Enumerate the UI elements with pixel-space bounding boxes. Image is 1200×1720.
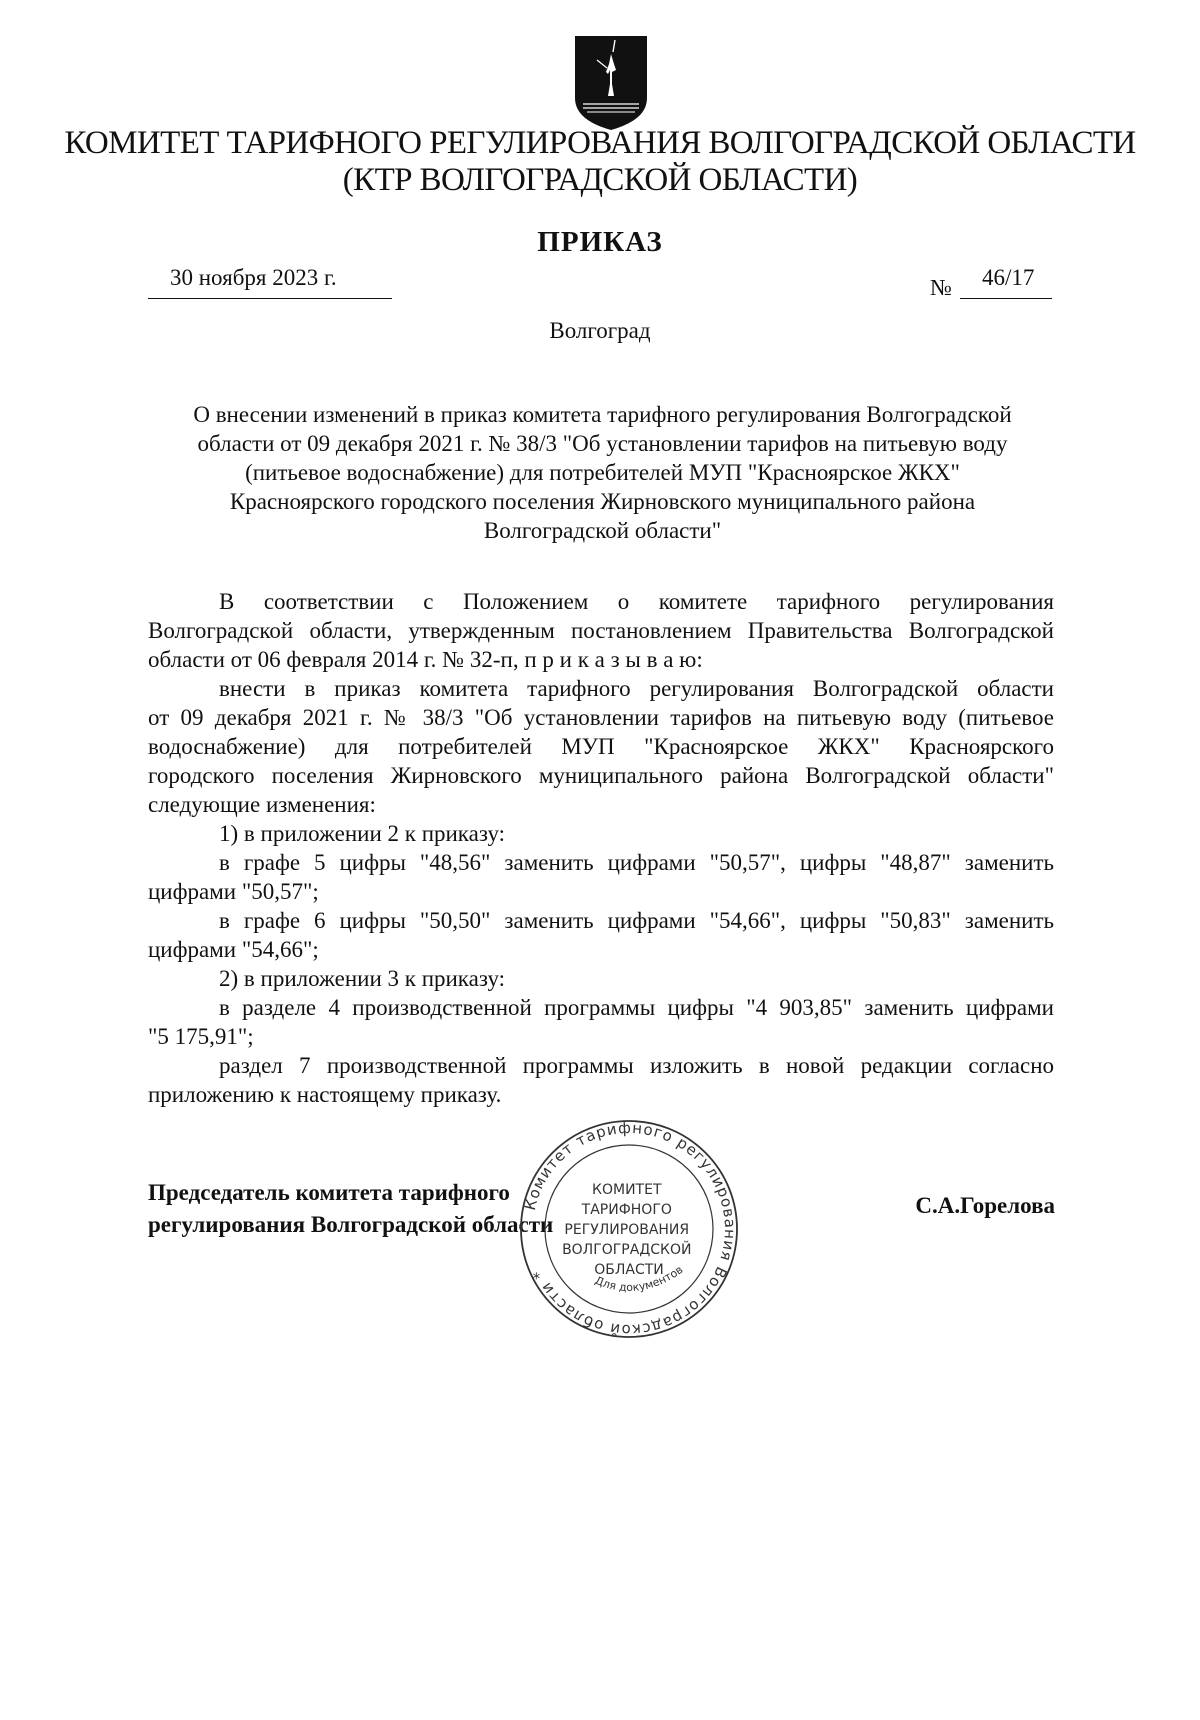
body-line: раздел 7 производственной программы изложить в новой редакции согласно: [219, 1053, 1054, 1078]
list-item: 2) в приложении 3 к приказу:: [219, 966, 506, 991]
subject-line: О внесении изменений в приказ комитета тарифного регулирования Волгоградской: [193, 402, 1012, 427]
subject-line: Красноярского городского поселения Жирновского муниципального района: [229, 489, 976, 514]
organization-name: КОМИТЕТ ТАРИФНОГО РЕГУЛИРОВАНИЯ ВОЛГОГРАДСКОЙ ОБЛАСТИ: [64, 125, 1136, 161]
body-line: от 09 декабря 2021 г. № 38/3 "Об установлении тарифов на питьевую воду (питьевое: [148, 705, 1054, 730]
body-line: цифрами "54,66";: [148, 937, 319, 962]
signatory-position: [148, 1177, 553, 1241]
date-underline: [148, 298, 392, 299]
signatory-name: С.А.Горелова: [915, 1193, 1055, 1218]
subject-line: области от 09 декабря 2021 г. № 38/3 "Об установлении тарифов на питьевую воду: [197, 431, 1008, 456]
body-line: в разделе 4 производственной программы цифры "4 903,85" заменить цифрами: [219, 995, 1054, 1020]
list-item: 1) в приложении 2 к приказу:: [219, 821, 506, 846]
body-line: цифрами "50,57";: [148, 879, 319, 904]
body-line: В соответствии с Положением о комитете тарифного регулирования: [219, 589, 1054, 614]
body-line: следующие изменения:: [148, 792, 376, 817]
document-type-title: ПРИКАЗ: [537, 226, 663, 258]
official-stamp: [518, 1118, 740, 1340]
number-sign: №: [930, 275, 952, 300]
city-name: Волгоград: [549, 318, 651, 343]
order-date: 30 ноября 2023 г.: [170, 265, 337, 290]
volgograd-coat-of-arms-icon: [573, 34, 649, 132]
body-line: Волгоградской области, утвержденным постановлением Правительства Волгоградской: [148, 618, 1054, 643]
subject-line: Волгоградской области": [483, 518, 722, 543]
body-line: в графе 6 цифры "50,50" заменить цифрами "54,66", цифры "50,83" заменить: [219, 908, 1054, 933]
organization-short-name: (КТР ВОЛГОГРАДСКОЙ ОБЛАСТИ): [342, 162, 858, 198]
body-line: в графе 5 цифры "48,56" заменить цифрами "50,57", цифры "48,87" заменить: [219, 850, 1054, 875]
body-line: области от 06 февраля 2014 г. № 32-п, п р и к а з ы в а ю:: [148, 647, 703, 672]
body-line: водоснабжение) для потребителей МУП "Красноярское ЖКХ" Красноярского: [148, 734, 1054, 759]
svg-text:Комитет тарифного регулировани: Комитет тарифного регулирования Волгоградской области *: [520, 1118, 740, 1340]
subject-line: (питьевое водоснабжение) для потребителей МУП "Красноярское ЖКХ": [245, 460, 960, 485]
position-line: регулирования Волгоградской области: [148, 1212, 554, 1237]
body-line: внести в приказ комитета тарифного регулирования Волгоградской области: [219, 676, 1054, 701]
order-number: 46/17: [982, 265, 1035, 290]
position-line: Председатель комитета тарифного: [148, 1180, 510, 1205]
svg-text:Для документов: Для документов: [592, 1263, 686, 1295]
order-body: [148, 587, 1054, 1109]
number-underline: [960, 298, 1052, 299]
order-subject: [150, 400, 1055, 545]
body-line: городского поселения Жирновского муниципального района Волгоградской области": [148, 763, 1054, 788]
body-line: "5 175,91";: [148, 1024, 254, 1049]
svg-text:КОМИТЕТ ТАРИФНОГО: КОМИТЕТ ТАРИФНОГО РЕГУЛИРОВАНИЯ ВОЛГОГРАДСКОЙ ОБЛАСТИ: [562, 1182, 692, 1278]
body-line: приложению к настоящему приказу.: [148, 1082, 502, 1107]
